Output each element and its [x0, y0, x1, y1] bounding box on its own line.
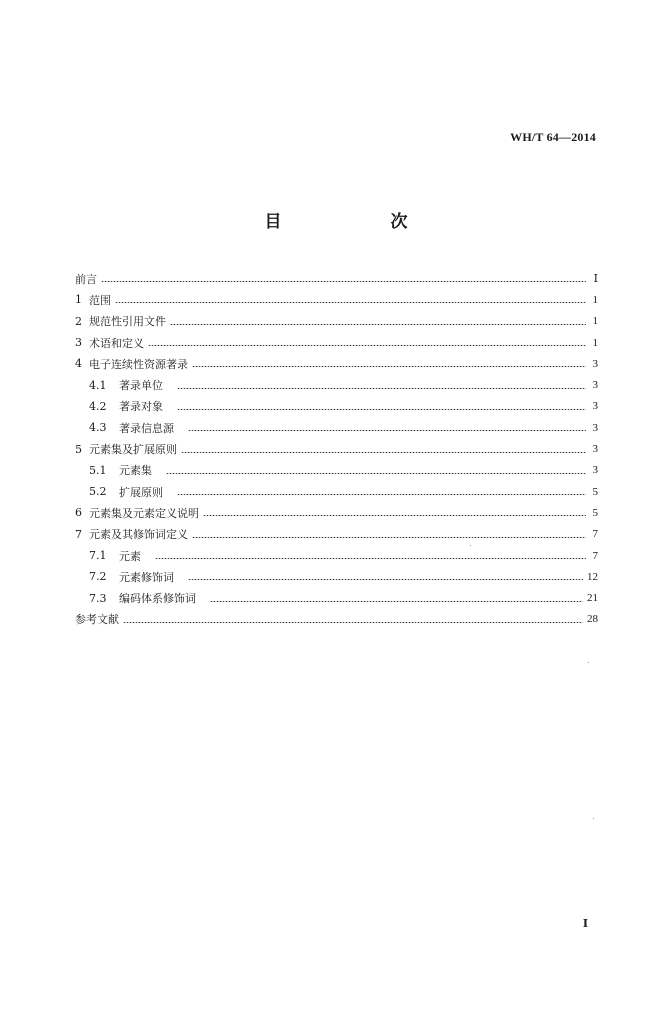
toc-entry-page: 1: [592, 293, 598, 306]
toc-entry-label: 编码体系修饰词: [119, 592, 196, 606]
toc-entry-label: 参考文献: [75, 613, 119, 627]
page-title: 目 次: [264, 212, 454, 232]
dot-leader: [115, 302, 586, 303]
dot-leader: [148, 345, 586, 346]
toc-entry-page: 28: [587, 613, 598, 626]
toc-entry-page: 7: [592, 549, 598, 562]
toc-entry[interactable]: [75, 289, 598, 310]
toc-entry-number: 7.1: [89, 549, 107, 562]
toc-entry-label: 规范性引用文件: [89, 315, 166, 329]
toc-entry[interactable]: [75, 566, 598, 587]
toc-entry-page: 5: [592, 485, 598, 498]
toc-entry-page: 3: [592, 400, 598, 413]
toc-entry-number: 4.2: [89, 399, 107, 413]
dot-leader: [123, 622, 583, 623]
toc-entry-number: 3: [75, 336, 82, 350]
dot-leader: [210, 601, 583, 602]
toc-entry-page: 3: [592, 379, 598, 392]
toc-entry-page: 7: [592, 528, 598, 541]
toc-entry[interactable]: [75, 417, 598, 438]
toc-entry-number: 5: [75, 442, 82, 456]
toc-entry-label: 著录单位: [119, 379, 163, 393]
scan-speck: [470, 545, 471, 546]
toc-entry-label: 元素集: [119, 464, 152, 478]
dot-leader: [101, 281, 586, 282]
toc-entry[interactable]: [75, 460, 598, 481]
dot-leader: [203, 515, 586, 516]
toc-entry[interactable]: [75, 438, 598, 459]
toc-entry-number: 6: [75, 506, 82, 520]
dot-leader: [188, 579, 583, 580]
toc-entry-label: 元素: [119, 549, 141, 563]
toc-entry-page: Ⅰ: [593, 273, 598, 286]
toc-entry-label: 前言: [75, 272, 97, 286]
dot-leader: [166, 473, 586, 474]
toc-entry[interactable]: [75, 524, 598, 545]
toc-entry-number: 7.2: [89, 570, 107, 584]
toc-entry[interactable]: [75, 396, 598, 417]
toc-entry-page: 21: [587, 592, 598, 605]
toc-entry-page: 1: [592, 336, 598, 349]
dot-leader: [177, 409, 586, 410]
toc-entry-label: 著录信息源: [119, 421, 174, 435]
toc-entry-number: 2: [75, 314, 82, 328]
toc-entry[interactable]: [75, 502, 598, 523]
toc-entry-page: 1: [592, 315, 598, 328]
toc-entry-number: 4.3: [89, 421, 107, 435]
toc-entry-page: 5: [592, 506, 598, 519]
toc-entry[interactable]: [75, 374, 598, 395]
toc-entry-label: 元素集及元素定义说明: [89, 506, 199, 520]
toc-entry[interactable]: [75, 353, 598, 374]
toc-entry-label: 扩展原则: [119, 485, 163, 499]
toc-entry-number: 7.3: [89, 591, 107, 605]
toc-entry-page: 12: [587, 570, 598, 583]
toc-entry-page: 3: [592, 357, 598, 370]
dot-leader: [177, 388, 586, 389]
page-number: Ⅰ: [582, 918, 588, 930]
toc-entry[interactable]: [75, 587, 598, 608]
dot-leader: [177, 494, 586, 495]
toc-entry-label: 著录对象: [119, 400, 163, 414]
toc-entry-number: 1: [75, 293, 82, 307]
standard-code: WH/T 64—2014: [510, 130, 596, 144]
dot-leader: [155, 558, 586, 559]
scan-speck: [588, 662, 589, 663]
toc-entry-number: 4: [75, 357, 82, 371]
dot-leader: [192, 366, 586, 367]
toc-entry-label: 元素集及扩展原则: [89, 443, 177, 457]
dot-leader: [188, 430, 586, 431]
dot-leader: [170, 324, 586, 325]
toc-entry-label: 术语和定义: [89, 336, 144, 350]
dot-leader: [181, 452, 586, 453]
toc-entry-label: 元素修饰词: [119, 570, 174, 584]
toc-entry[interactable]: [75, 311, 598, 332]
toc-entry[interactable]: [75, 481, 598, 502]
toc-entry[interactable]: [75, 332, 598, 353]
table-of-contents: [75, 268, 598, 630]
toc-entry-number: 5.2: [89, 485, 107, 499]
toc-entry-page: 3: [592, 464, 598, 477]
toc-entry-number: 7: [75, 527, 82, 541]
scan-speck: [593, 818, 594, 819]
toc-entry-label: 元素及其修饰词定义: [89, 528, 188, 542]
toc-entry[interactable]: [75, 545, 598, 566]
toc-entry-page: 3: [592, 421, 598, 434]
dot-leader: [192, 537, 586, 538]
toc-entry[interactable]: [75, 268, 598, 289]
toc-entry-number: 5.1: [89, 463, 107, 477]
toc-entry-page: 3: [592, 443, 598, 456]
toc-entry-label: 范围: [89, 293, 111, 307]
toc-entry-label: 电子连续性资源著录: [89, 357, 188, 371]
toc-entry-number: 4.1: [89, 378, 107, 392]
toc-entry[interactable]: [75, 609, 598, 630]
